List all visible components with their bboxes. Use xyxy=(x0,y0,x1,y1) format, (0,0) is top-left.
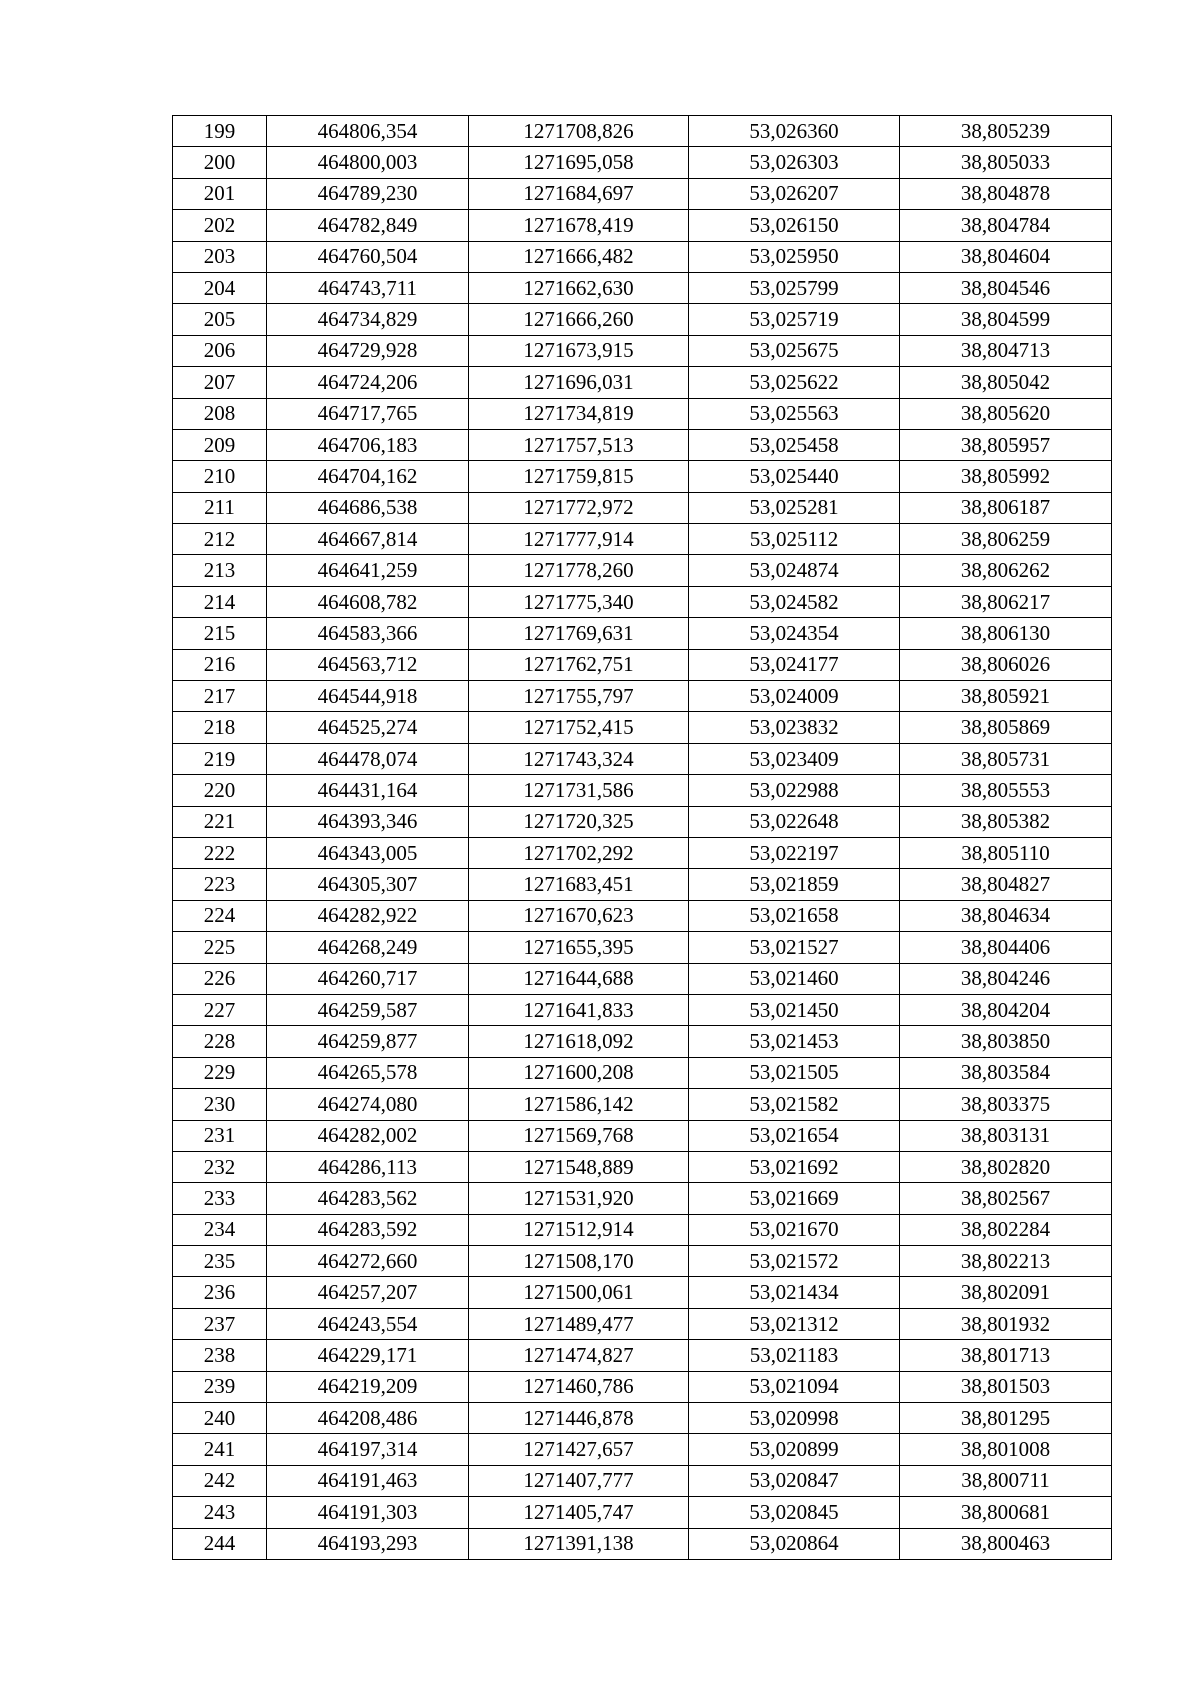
coordinates-table xyxy=(172,115,1112,1560)
x-coordinate-cell: 464729,928 xyxy=(267,335,469,366)
x-coordinate-cell: 464789,230 xyxy=(267,178,469,209)
x-coordinate-cell: 464282,002 xyxy=(267,1120,469,1151)
point-number-cell: 242 xyxy=(173,1465,267,1496)
table-row xyxy=(173,618,1112,649)
y-coordinate-cell: 1271569,768 xyxy=(469,1120,689,1151)
latitude-cell: 53,022197 xyxy=(689,837,900,868)
y-coordinate-cell: 1271696,031 xyxy=(469,367,689,398)
point-number-cell: 227 xyxy=(173,994,267,1025)
longitude-cell: 38,804713 xyxy=(900,335,1112,366)
latitude-cell: 53,021658 xyxy=(689,900,900,931)
y-coordinate-cell: 1271500,061 xyxy=(469,1277,689,1308)
longitude-cell: 38,802213 xyxy=(900,1246,1112,1277)
point-number-cell: 233 xyxy=(173,1183,267,1214)
y-coordinate-cell: 1271600,208 xyxy=(469,1057,689,1088)
y-coordinate-cell: 1271531,920 xyxy=(469,1183,689,1214)
latitude-cell: 53,025799 xyxy=(689,272,900,303)
latitude-cell: 53,024354 xyxy=(689,618,900,649)
x-coordinate-cell: 464197,314 xyxy=(267,1434,469,1465)
latitude-cell: 53,021460 xyxy=(689,963,900,994)
point-number-cell: 213 xyxy=(173,555,267,586)
latitude-cell: 53,021859 xyxy=(689,869,900,900)
latitude-cell: 53,024009 xyxy=(689,681,900,712)
table-row xyxy=(173,932,1112,963)
table-row xyxy=(173,461,1112,492)
y-coordinate-cell: 1271759,815 xyxy=(469,461,689,492)
y-coordinate-cell: 1271446,878 xyxy=(469,1403,689,1434)
point-number-cell: 225 xyxy=(173,932,267,963)
latitude-cell: 53,021183 xyxy=(689,1340,900,1371)
point-number-cell: 220 xyxy=(173,775,267,806)
longitude-cell: 38,804827 xyxy=(900,869,1112,900)
longitude-cell: 38,801295 xyxy=(900,1403,1112,1434)
y-coordinate-cell: 1271644,688 xyxy=(469,963,689,994)
x-coordinate-cell: 464706,183 xyxy=(267,429,469,460)
y-coordinate-cell: 1271731,586 xyxy=(469,775,689,806)
y-coordinate-cell: 1271772,972 xyxy=(469,492,689,523)
longitude-cell: 38,802567 xyxy=(900,1183,1112,1214)
y-coordinate-cell: 1271460,786 xyxy=(469,1371,689,1402)
point-number-cell: 221 xyxy=(173,806,267,837)
y-coordinate-cell: 1271474,827 xyxy=(469,1340,689,1371)
table-row xyxy=(173,210,1112,241)
table-row xyxy=(173,147,1112,178)
point-number-cell: 214 xyxy=(173,586,267,617)
longitude-cell: 38,800681 xyxy=(900,1497,1112,1528)
y-coordinate-cell: 1271778,260 xyxy=(469,555,689,586)
longitude-cell: 38,804546 xyxy=(900,272,1112,303)
longitude-cell: 38,802091 xyxy=(900,1277,1112,1308)
table-row xyxy=(173,1528,1112,1559)
longitude-cell: 38,805992 xyxy=(900,461,1112,492)
latitude-cell: 53,020847 xyxy=(689,1465,900,1496)
y-coordinate-cell: 1271508,170 xyxy=(469,1246,689,1277)
longitude-cell: 38,806026 xyxy=(900,649,1112,680)
y-coordinate-cell: 1271673,915 xyxy=(469,335,689,366)
point-number-cell: 231 xyxy=(173,1120,267,1151)
latitude-cell: 53,025719 xyxy=(689,304,900,335)
latitude-cell: 53,020899 xyxy=(689,1434,900,1465)
table-row xyxy=(173,900,1112,931)
x-coordinate-cell: 464717,765 xyxy=(267,398,469,429)
table-row xyxy=(173,681,1112,712)
longitude-cell: 38,803584 xyxy=(900,1057,1112,1088)
point-number-cell: 200 xyxy=(173,147,267,178)
longitude-cell: 38,805869 xyxy=(900,712,1112,743)
point-number-cell: 229 xyxy=(173,1057,267,1088)
table-row xyxy=(173,1183,1112,1214)
point-number-cell: 205 xyxy=(173,304,267,335)
table-row xyxy=(173,1371,1112,1402)
latitude-cell: 53,024177 xyxy=(689,649,900,680)
y-coordinate-cell: 1271683,451 xyxy=(469,869,689,900)
y-coordinate-cell: 1271666,260 xyxy=(469,304,689,335)
x-coordinate-cell: 464806,354 xyxy=(267,116,469,147)
table-row xyxy=(173,524,1112,555)
table-row xyxy=(173,1089,1112,1120)
point-number-cell: 226 xyxy=(173,963,267,994)
point-number-cell: 237 xyxy=(173,1308,267,1339)
x-coordinate-cell: 464286,113 xyxy=(267,1151,469,1182)
longitude-cell: 38,806187 xyxy=(900,492,1112,523)
longitude-cell: 38,803375 xyxy=(900,1089,1112,1120)
point-number-cell: 210 xyxy=(173,461,267,492)
y-coordinate-cell: 1271391,138 xyxy=(469,1528,689,1559)
table-row xyxy=(173,743,1112,774)
latitude-cell: 53,024582 xyxy=(689,586,900,617)
latitude-cell: 53,021527 xyxy=(689,932,900,963)
longitude-cell: 38,803131 xyxy=(900,1120,1112,1151)
longitude-cell: 38,805957 xyxy=(900,429,1112,460)
point-number-cell: 218 xyxy=(173,712,267,743)
latitude-cell: 53,025950 xyxy=(689,241,900,272)
y-coordinate-cell: 1271641,833 xyxy=(469,994,689,1025)
longitude-cell: 38,804878 xyxy=(900,178,1112,209)
table-row xyxy=(173,116,1112,147)
latitude-cell: 53,024874 xyxy=(689,555,900,586)
y-coordinate-cell: 1271662,630 xyxy=(469,272,689,303)
longitude-cell: 38,801008 xyxy=(900,1434,1112,1465)
latitude-cell: 53,021453 xyxy=(689,1026,900,1057)
table-row xyxy=(173,1277,1112,1308)
latitude-cell: 53,023409 xyxy=(689,743,900,774)
point-number-cell: 202 xyxy=(173,210,267,241)
point-number-cell: 212 xyxy=(173,524,267,555)
table-row xyxy=(173,398,1112,429)
x-coordinate-cell: 464193,293 xyxy=(267,1528,469,1559)
y-coordinate-cell: 1271734,819 xyxy=(469,398,689,429)
latitude-cell: 53,021582 xyxy=(689,1089,900,1120)
y-coordinate-cell: 1271618,092 xyxy=(469,1026,689,1057)
y-coordinate-cell: 1271777,914 xyxy=(469,524,689,555)
y-coordinate-cell: 1271427,657 xyxy=(469,1434,689,1465)
y-coordinate-cell: 1271678,419 xyxy=(469,210,689,241)
x-coordinate-cell: 464667,814 xyxy=(267,524,469,555)
table-row xyxy=(173,869,1112,900)
longitude-cell: 38,805033 xyxy=(900,147,1112,178)
latitude-cell: 53,021450 xyxy=(689,994,900,1025)
latitude-cell: 53,022988 xyxy=(689,775,900,806)
point-number-cell: 243 xyxy=(173,1497,267,1528)
latitude-cell: 53,021312 xyxy=(689,1308,900,1339)
point-number-cell: 217 xyxy=(173,681,267,712)
point-number-cell: 234 xyxy=(173,1214,267,1245)
longitude-cell: 38,801713 xyxy=(900,1340,1112,1371)
point-number-cell: 207 xyxy=(173,367,267,398)
latitude-cell: 53,025440 xyxy=(689,461,900,492)
table-row xyxy=(173,775,1112,806)
latitude-cell: 53,021434 xyxy=(689,1277,900,1308)
longitude-cell: 38,805042 xyxy=(900,367,1112,398)
y-coordinate-cell: 1271720,325 xyxy=(469,806,689,837)
y-coordinate-cell: 1271762,751 xyxy=(469,649,689,680)
y-coordinate-cell: 1271708,826 xyxy=(469,116,689,147)
point-number-cell: 216 xyxy=(173,649,267,680)
longitude-cell: 38,805620 xyxy=(900,398,1112,429)
point-number-cell: 239 xyxy=(173,1371,267,1402)
x-coordinate-cell: 464544,918 xyxy=(267,681,469,712)
point-number-cell: 236 xyxy=(173,1277,267,1308)
y-coordinate-cell: 1271586,142 xyxy=(469,1089,689,1120)
x-coordinate-cell: 464257,207 xyxy=(267,1277,469,1308)
table-row xyxy=(173,649,1112,680)
table-row xyxy=(173,1026,1112,1057)
x-coordinate-cell: 464743,711 xyxy=(267,272,469,303)
latitude-cell: 53,025563 xyxy=(689,398,900,429)
longitude-cell: 38,805382 xyxy=(900,806,1112,837)
x-coordinate-cell: 464243,554 xyxy=(267,1308,469,1339)
longitude-cell: 38,805110 xyxy=(900,837,1112,868)
table-row xyxy=(173,1057,1112,1088)
x-coordinate-cell: 464229,171 xyxy=(267,1340,469,1371)
longitude-cell: 38,804599 xyxy=(900,304,1112,335)
x-coordinate-cell: 464431,164 xyxy=(267,775,469,806)
longitude-cell: 38,803850 xyxy=(900,1026,1112,1057)
table-row xyxy=(173,586,1112,617)
point-number-cell: 223 xyxy=(173,869,267,900)
point-number-cell: 203 xyxy=(173,241,267,272)
latitude-cell: 53,026150 xyxy=(689,210,900,241)
latitude-cell: 53,026360 xyxy=(689,116,900,147)
point-number-cell: 201 xyxy=(173,178,267,209)
latitude-cell: 53,023832 xyxy=(689,712,900,743)
x-coordinate-cell: 464734,829 xyxy=(267,304,469,335)
point-number-cell: 208 xyxy=(173,398,267,429)
table-row xyxy=(173,1246,1112,1277)
coordinates-table-body xyxy=(173,116,1112,1560)
table-row xyxy=(173,304,1112,335)
x-coordinate-cell: 464686,538 xyxy=(267,492,469,523)
table-row xyxy=(173,1465,1112,1496)
y-coordinate-cell: 1271743,324 xyxy=(469,743,689,774)
x-coordinate-cell: 464283,592 xyxy=(267,1214,469,1245)
y-coordinate-cell: 1271755,797 xyxy=(469,681,689,712)
point-number-cell: 219 xyxy=(173,743,267,774)
longitude-cell: 38,802284 xyxy=(900,1214,1112,1245)
longitude-cell: 38,805239 xyxy=(900,116,1112,147)
point-number-cell: 235 xyxy=(173,1246,267,1277)
latitude-cell: 53,021572 xyxy=(689,1246,900,1277)
y-coordinate-cell: 1271407,777 xyxy=(469,1465,689,1496)
longitude-cell: 38,800711 xyxy=(900,1465,1112,1496)
point-number-cell: 215 xyxy=(173,618,267,649)
x-coordinate-cell: 464641,259 xyxy=(267,555,469,586)
y-coordinate-cell: 1271670,623 xyxy=(469,900,689,931)
latitude-cell: 53,021094 xyxy=(689,1371,900,1402)
x-coordinate-cell: 464608,782 xyxy=(267,586,469,617)
y-coordinate-cell: 1271655,395 xyxy=(469,932,689,963)
point-number-cell: 228 xyxy=(173,1026,267,1057)
x-coordinate-cell: 464760,504 xyxy=(267,241,469,272)
point-number-cell: 206 xyxy=(173,335,267,366)
table-row xyxy=(173,178,1112,209)
table-row xyxy=(173,1308,1112,1339)
x-coordinate-cell: 464283,562 xyxy=(267,1183,469,1214)
table-row xyxy=(173,963,1112,994)
x-coordinate-cell: 464219,209 xyxy=(267,1371,469,1402)
x-coordinate-cell: 464724,206 xyxy=(267,367,469,398)
point-number-cell: 204 xyxy=(173,272,267,303)
x-coordinate-cell: 464259,587 xyxy=(267,994,469,1025)
y-coordinate-cell: 1271769,631 xyxy=(469,618,689,649)
table-row xyxy=(173,1214,1112,1245)
table-row xyxy=(173,1497,1112,1528)
table-row xyxy=(173,712,1112,743)
x-coordinate-cell: 464274,080 xyxy=(267,1089,469,1120)
x-coordinate-cell: 464583,366 xyxy=(267,618,469,649)
latitude-cell: 53,026207 xyxy=(689,178,900,209)
longitude-cell: 38,805731 xyxy=(900,743,1112,774)
table-row xyxy=(173,555,1112,586)
table-row xyxy=(173,335,1112,366)
longitude-cell: 38,804784 xyxy=(900,210,1112,241)
longitude-cell: 38,802820 xyxy=(900,1151,1112,1182)
longitude-cell: 38,805921 xyxy=(900,681,1112,712)
y-coordinate-cell: 1271775,340 xyxy=(469,586,689,617)
x-coordinate-cell: 464208,486 xyxy=(267,1403,469,1434)
y-coordinate-cell: 1271512,914 xyxy=(469,1214,689,1245)
latitude-cell: 53,025622 xyxy=(689,367,900,398)
latitude-cell: 53,020864 xyxy=(689,1528,900,1559)
latitude-cell: 53,021670 xyxy=(689,1214,900,1245)
y-coordinate-cell: 1271695,058 xyxy=(469,147,689,178)
point-number-cell: 232 xyxy=(173,1151,267,1182)
point-number-cell: 224 xyxy=(173,900,267,931)
x-coordinate-cell: 464282,922 xyxy=(267,900,469,931)
y-coordinate-cell: 1271757,513 xyxy=(469,429,689,460)
x-coordinate-cell: 464525,274 xyxy=(267,712,469,743)
x-coordinate-cell: 464268,249 xyxy=(267,932,469,963)
table-row xyxy=(173,994,1112,1025)
latitude-cell: 53,021505 xyxy=(689,1057,900,1088)
longitude-cell: 38,804634 xyxy=(900,900,1112,931)
table-row xyxy=(173,806,1112,837)
longitude-cell: 38,804246 xyxy=(900,963,1112,994)
x-coordinate-cell: 464272,660 xyxy=(267,1246,469,1277)
point-number-cell: 244 xyxy=(173,1528,267,1559)
latitude-cell: 53,025281 xyxy=(689,492,900,523)
table-row xyxy=(173,1403,1112,1434)
y-coordinate-cell: 1271702,292 xyxy=(469,837,689,868)
latitude-cell: 53,021669 xyxy=(689,1183,900,1214)
point-number-cell: 241 xyxy=(173,1434,267,1465)
longitude-cell: 38,806262 xyxy=(900,555,1112,586)
point-number-cell: 230 xyxy=(173,1089,267,1120)
y-coordinate-cell: 1271666,482 xyxy=(469,241,689,272)
table-row xyxy=(173,367,1112,398)
table-row xyxy=(173,1434,1112,1465)
longitude-cell: 38,804604 xyxy=(900,241,1112,272)
point-number-cell: 240 xyxy=(173,1403,267,1434)
latitude-cell: 53,021692 xyxy=(689,1151,900,1182)
latitude-cell: 53,022648 xyxy=(689,806,900,837)
y-coordinate-cell: 1271548,889 xyxy=(469,1151,689,1182)
point-number-cell: 211 xyxy=(173,492,267,523)
longitude-cell: 38,804406 xyxy=(900,932,1112,963)
x-coordinate-cell: 464265,578 xyxy=(267,1057,469,1088)
x-coordinate-cell: 464343,005 xyxy=(267,837,469,868)
point-number-cell: 199 xyxy=(173,116,267,147)
latitude-cell: 53,020998 xyxy=(689,1403,900,1434)
longitude-cell: 38,806130 xyxy=(900,618,1112,649)
x-coordinate-cell: 464800,003 xyxy=(267,147,469,178)
longitude-cell: 38,801932 xyxy=(900,1308,1112,1339)
longitude-cell: 38,806217 xyxy=(900,586,1112,617)
latitude-cell: 53,025675 xyxy=(689,335,900,366)
x-coordinate-cell: 464191,303 xyxy=(267,1497,469,1528)
table-row xyxy=(173,429,1112,460)
point-number-cell: 238 xyxy=(173,1340,267,1371)
y-coordinate-cell: 1271405,747 xyxy=(469,1497,689,1528)
table-row xyxy=(173,272,1112,303)
table-row xyxy=(173,241,1112,272)
table-row xyxy=(173,1151,1112,1182)
table-row xyxy=(173,837,1112,868)
y-coordinate-cell: 1271489,477 xyxy=(469,1308,689,1339)
point-number-cell: 222 xyxy=(173,837,267,868)
latitude-cell: 53,021654 xyxy=(689,1120,900,1151)
x-coordinate-cell: 464191,463 xyxy=(267,1465,469,1496)
x-coordinate-cell: 464393,346 xyxy=(267,806,469,837)
latitude-cell: 53,025112 xyxy=(689,524,900,555)
table-row xyxy=(173,1340,1112,1371)
y-coordinate-cell: 1271684,697 xyxy=(469,178,689,209)
x-coordinate-cell: 464782,849 xyxy=(267,210,469,241)
longitude-cell: 38,800463 xyxy=(900,1528,1112,1559)
longitude-cell: 38,801503 xyxy=(900,1371,1112,1402)
table-row xyxy=(173,1120,1112,1151)
table-row xyxy=(173,492,1112,523)
x-coordinate-cell: 464563,712 xyxy=(267,649,469,680)
longitude-cell: 38,806259 xyxy=(900,524,1112,555)
latitude-cell: 53,025458 xyxy=(689,429,900,460)
y-coordinate-cell: 1271752,415 xyxy=(469,712,689,743)
longitude-cell: 38,805553 xyxy=(900,775,1112,806)
x-coordinate-cell: 464704,162 xyxy=(267,461,469,492)
x-coordinate-cell: 464478,074 xyxy=(267,743,469,774)
x-coordinate-cell: 464260,717 xyxy=(267,963,469,994)
x-coordinate-cell: 464305,307 xyxy=(267,869,469,900)
latitude-cell: 53,020845 xyxy=(689,1497,900,1528)
point-number-cell: 209 xyxy=(173,429,267,460)
x-coordinate-cell: 464259,877 xyxy=(267,1026,469,1057)
latitude-cell: 53,026303 xyxy=(689,147,900,178)
longitude-cell: 38,804204 xyxy=(900,994,1112,1025)
